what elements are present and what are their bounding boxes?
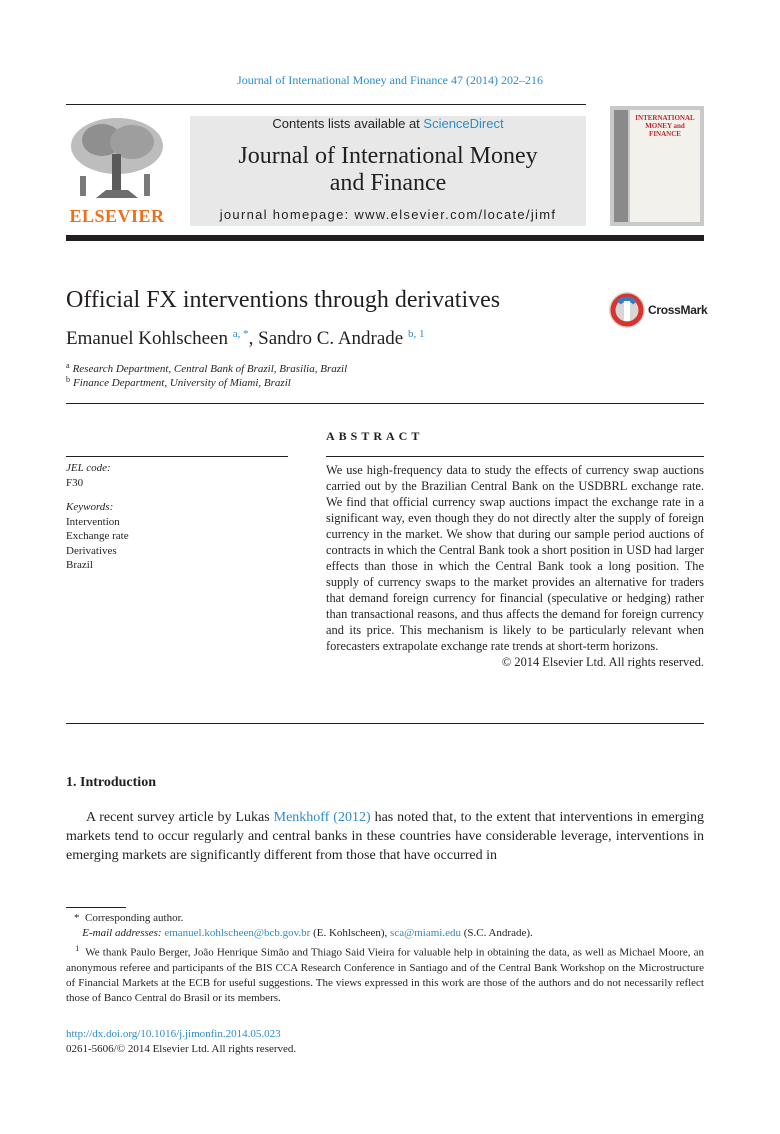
author-kohlscheen: Emanuel Kohlscheen [66, 328, 228, 349]
abstract-body [326, 462, 704, 670]
journal-title-line2: and Finance [329, 170, 447, 196]
keyword: Derivatives [66, 544, 117, 557]
author-andrade: Sandro C. Andrade [258, 328, 404, 349]
affiliation-b-mark: b [66, 375, 70, 384]
journal-title [190, 143, 586, 197]
affiliation-a-mark: a [66, 361, 70, 370]
abstract-divider [66, 723, 704, 724]
author-separator: , [248, 328, 259, 349]
crossmark-icon [608, 291, 646, 329]
footnote-1 [66, 941, 704, 1006]
article-footer [66, 1027, 296, 1057]
footnotes [66, 911, 704, 1006]
jel-label: JEL code: [66, 462, 111, 474]
article-info-rule [66, 456, 288, 457]
cover-title: INTERNATIONAL MONEY and FINANCE [635, 114, 695, 138]
affiliation-b [66, 375, 291, 389]
journal-citation[interactable]: Journal of International Money and Finance 47 (2014) 202–216 [237, 73, 543, 87]
article-title: Official FX interventions through derivatives [66, 287, 501, 313]
footnote-rule [66, 907, 126, 908]
affiliation-a-text: Research Department, Central Bank of Brazil, Brasilia, Brazil [72, 363, 348, 375]
keyword: Exchange rate [66, 530, 129, 542]
citation-link[interactable]: Menkhoff (2012) [273, 810, 371, 825]
homepage-url[interactable]: www.elsevier.com/locate/jimf [354, 207, 557, 222]
intro-text-before: A recent survey article by Lukas [86, 810, 274, 825]
affiliation-a [66, 361, 347, 375]
introduction-paragraph [66, 808, 704, 865]
journal-homepage [190, 207, 586, 222]
section-heading-introduction: 1. Introduction [66, 775, 156, 790]
affiliation-divider [66, 403, 704, 404]
keywords-label: Keywords: [66, 501, 114, 513]
crossmark-label: CrossMark [648, 303, 708, 317]
footnote-corr-text: Corresponding author. [85, 912, 184, 924]
abstract-rule [326, 456, 704, 457]
issn-copyright: 0261-5606/© 2014 Elsevier Ltd. All rights reserved. [66, 1043, 297, 1055]
abstract-heading: ABSTRACT [326, 429, 424, 443]
intro-text-after: has noted that, to the extent that interventions in emerging markets tend to occur regularly and central banks in these countries have considerable leverage, interventions in emerging markets are significantly different from those that have occurred in [66, 810, 705, 863]
keyword: Brazil [66, 559, 93, 571]
article-info [66, 461, 129, 573]
footnote-1-text: We thank Paulo Berger, João Henrique Simão and Thiago Said Vieira for valuable help in obtaining the data, as well as Michael Moore, an anonymous referee and participants of the BIS CCA Research Conference in Santiago and of the Central Bank Workshop on the Microstructure of Financial Markets at the ECB for useful suggestions. The views expressed in this work are those of the authors and do not necessarily reflect those of Banco Central do Brasil or its members. [66, 946, 705, 1004]
abstract-copyright: © 2014 Elsevier Ltd. All rights reserved. [501, 655, 704, 669]
email-kohlscheen-link[interactable]: emanuel.kohlscheen@bcb.gov.br [164, 927, 311, 939]
journal-cover-thumbnail[interactable] [610, 106, 704, 226]
crossmark-badge[interactable] [608, 291, 708, 329]
top-rule [66, 104, 586, 105]
jel-value: F30 [66, 476, 84, 489]
cover-spine [614, 110, 628, 222]
affiliation-b-text: Finance Department, University of Miami, Brazil [73, 377, 291, 389]
journal-masthead [190, 116, 586, 226]
sciencedirect-link[interactable]: ScienceDirect [423, 116, 504, 131]
doi-link[interactable]: http://dx.doi.org/10.1016/j.jimonfin.2014.05.023 [66, 1028, 281, 1040]
elsevier-wordmark: ELSEVIER [69, 206, 165, 226]
author2-affiliation-marks[interactable]: b, 1 [408, 328, 425, 340]
email-label: E-mail addresses: [82, 927, 162, 939]
keyword: Intervention [66, 515, 120, 528]
introduction-body [66, 808, 704, 865]
author-list [66, 328, 425, 350]
footnote-emails [66, 926, 704, 941]
email2-owner: (S.C. Andrade). [460, 927, 533, 939]
header-rule [66, 235, 704, 241]
contents-prefix: Contents lists available at [272, 116, 424, 131]
contents-line [190, 116, 586, 132]
author1-affiliation-marks[interactable]: a, * [232, 328, 249, 340]
abstract-text: We use high-frequency data to study the effects of currency swap auctions carried out by the Brazilian Central Bank on the USDBRL exchange rate. We find that official currency swap auctions impact the exchange rate in a significant way, even though they do not directly alter the supply of foreign currency in the market. We show that during our sample period auctions of contracts in which the Central Bank took a short position in USD had larger effects than those in which the Central Bank took a long position. The supply of currency swaps to the market provides an alternative for traders that demand foreign currency for financial (speculative or hedging) rather than transactional reasons, and thus affects the demand for foreign currency and its price. This mechanism is likely to be particularly relevant when forecasters extrapolate exchange rate trends at short-term horizons. [326, 463, 704, 653]
footnote-corresponding [66, 911, 704, 926]
footnote-corr-mark: * [74, 912, 80, 924]
footnote-1-mark: 1 [75, 944, 80, 953]
email1-owner: (E. Kohlscheen), [310, 927, 391, 939]
email-andrade-link[interactable]: sca@miami.edu [390, 927, 461, 939]
journal-title-line1: Journal of International Money [238, 143, 538, 169]
homepage-prefix: journal homepage: [219, 207, 355, 222]
